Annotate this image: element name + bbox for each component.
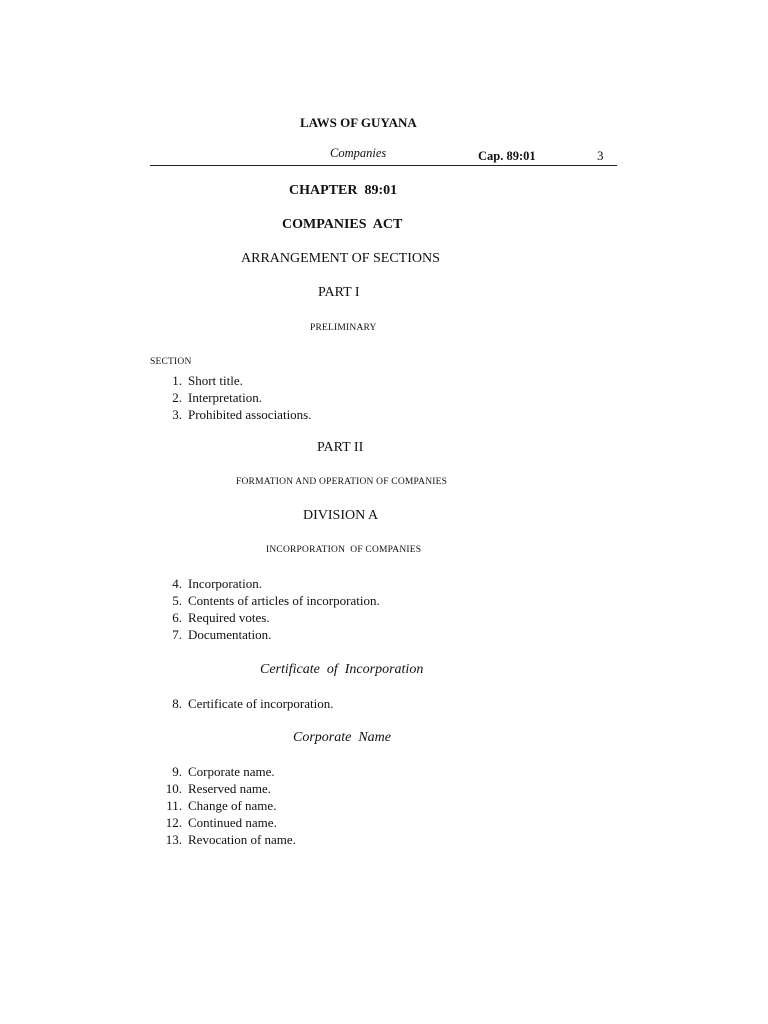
list-item: 2. Interpretation.: [172, 390, 262, 405]
list-item: 10. Reserved name.: [165, 781, 272, 796]
list-item: 3. Prohibited associations.: [172, 407, 312, 422]
laws-title: LAWS OF GUYANA: [300, 115, 417, 130]
part-1-title: PART I: [318, 285, 360, 300]
list-item: 1. Short title.: [172, 373, 243, 388]
list-item: 4. Incorporation.: [172, 576, 263, 591]
part-1-subtitle: PRELIMINARY: [310, 323, 377, 333]
corporate-name-heading: Corporate Name: [293, 730, 391, 745]
list-item: 12. Continued name.: [165, 815, 277, 830]
division-a-list: [160, 575, 380, 643]
list-item: 9. Corporate name.: [172, 764, 275, 779]
certificate-heading: Certificate of Incorporation: [260, 662, 424, 677]
part-1-list: [160, 372, 312, 423]
part-2-subtitle: FORMATION AND OPERATION OF COMPANIES: [236, 477, 448, 487]
act-title: COMPANIES ACT: [282, 217, 403, 232]
part-2-title: PART II: [317, 440, 364, 455]
list-item: 11. Change of name.: [166, 798, 277, 813]
page-number: 3: [597, 148, 604, 163]
list-item: 7. Documentation.: [172, 627, 272, 642]
cap-label: Cap. 89:01: [478, 149, 536, 163]
division-a-title: DIVISION A: [303, 508, 379, 523]
section-label: SECTION: [150, 357, 192, 367]
division-a-subtitle: INCORPORATION OF COMPANIES: [266, 545, 422, 555]
corporate-name-list: [160, 763, 296, 848]
arrangement-heading: ARRANGEMENT OF SECTIONS: [241, 251, 440, 266]
list-item: 6. Required votes.: [172, 610, 270, 625]
header-rule: [150, 165, 617, 166]
certificate-list: [160, 695, 333, 712]
list-item: 13. Revocation of name.: [165, 832, 296, 847]
chapter-title: CHAPTER 89:01: [289, 183, 398, 198]
list-item: 5. Contents of articles of incorporation.: [172, 593, 380, 608]
running-title: Companies: [330, 146, 387, 160]
list-item: 8. Certificate of incorporation.: [172, 696, 334, 711]
